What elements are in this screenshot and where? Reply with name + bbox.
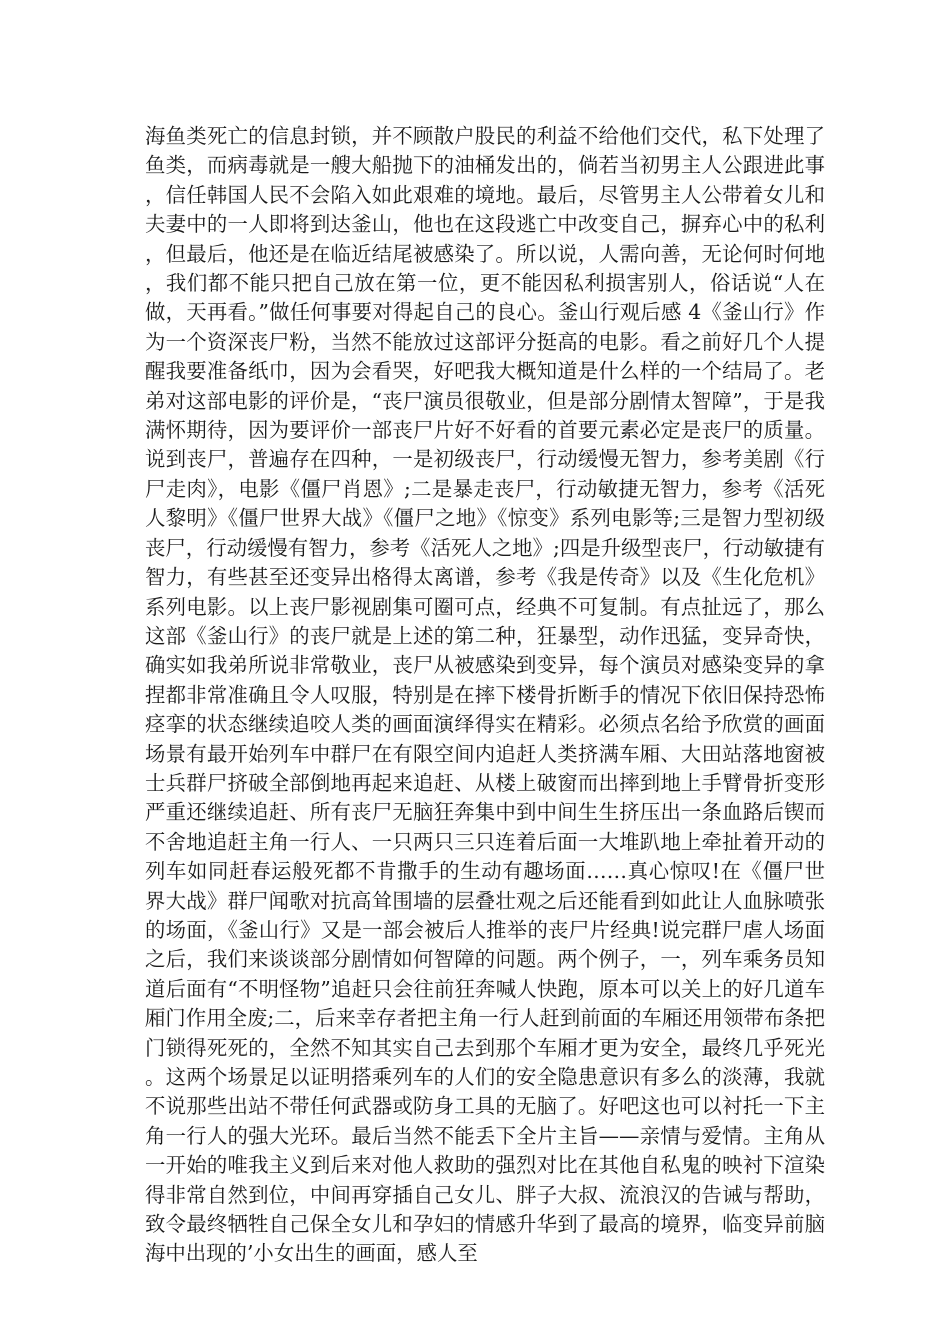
body-text: 海鱼类死亡的信息封锁，并不顾散户股民的利益不给他们交代，私下处理了鱼类，而病毒就是一艘大船抛下的油桶发出的，倘若当初男主人公跟进此事，信任韩国人民不会陷入如此艰难的境地。最后，尽管男主人公带着女儿和夫妻中的一人即将到达釜山，他也在这段逃亡中改变自己，摒弃心中的私利，但最后，他还是在临近结尾被感染了。所以说，人需向善，无论何时何地，我们都不能只把自己放在第一位，更不能因私利损害别人，俗话说“人在做，天再看。”做任何事要对得起自己的良心。釜山行观后感 4《釜山行》作为一个资深丧尸粉，当然不能放过这部评分挺高的电影。看之前好几个人提醒我要准备纸巾，因为会看哭，好吧我大概知道是什么样的一个结局了。老弟对这部电影的评价是，“丧尸演员很敬业，但是部分剧情太智障”，于是我满怀期待，因为要评价一部丧尸片好不好看的首要元素必定是丧尸的质量。说到丧尸，普遍存在四种，一是初级丧尸，行动缓慢无智力，参考美剧《行尸走肉》，电影《僵尸肖恩》;二是暴走丧尸，行动敏捷无智力，参考《活死人黎明》《僵尸世界大战》《僵尸之地》《惊变》系列电影等;三是智力型初级丧尸，行动缓慢有智力，参考《活死人之地》;四是升级型丧尸，行动敏捷有智力，有些甚至还变异出格得太离谱，参考《我是传奇》以及《生化危机》系列电影。以上丧尸影视剧集可圈可点，经典不可复制。有点扯远了，那么这部《釜山行》的丧尸就是上述的第二种，狂暴型，动作迅猛，变异奇快，确实如我弟所说非常敬业，丧尸从被感染到变异，每个演员对感染变异的拿捏都非常准确且令人叹服，特别是在摔下楼骨折断手的情况下依旧保持恐怖痉挛的状态继续追咬人类的画面演绎得实在精彩。必须点名给予欣赏的画面场景有最开始列车中群尸在有限空间内追赶人类挤满车厢、大田站落地窗被士兵群尸挤破全部倒地再起来追赶、从楼上破窗而出摔到地上手臂骨折变形严重还继续追赶、所有丧尸无脑狂奔集中到中间生生挤压出一条血路后锲而不舍地追赶主角一行人、一只两只三只连着后面一大堆趴地上牵扯着开动的列车如同赶春运般死都不肯撒手的生动有趣场面……真心惊叹!在《僵尸世界大战》群尸闻歌对抗高耸围墙的层叠壮观之后还能看到如此让人血脉喷张的场面，《釜山行》又是一部会被后人推举的丧尸片经典!说完群尸虐人场面之后，我们来谈谈部分剧情如何智障的问题。两个例子，一，列车乘务员知道后面有“不明怪物”追赶只会往前狂奔喊人快跑，原本可以关上的好几道车厢门作用全废;二，后来幸存者把主角一行人赶到前面的车厢还用领带布条把门锁得死死的，全然不知其实自己去到那个车厢才更为安全，最终几乎死光。这两个场景足以证明搭乘列车的人们的安全隐患意识有多么的淡薄，我就不说那些出站不带任何武器或防身工具的无脑了。好吧这也可以衬托一下主角一行人的强大光环。最后当然不能丢下全片主旨——亲情与爱情。主角从一开始的唯我主义到后来对他人救助的强烈对比在其他自私鬼的映衬下渲染得非常自然到位，中间再穿插自己女儿、胖子大叔、流浪汉的告诫与帮助，致令最终牺牲自己保全女儿和孕妇的情感升华到了最高的境界，临变异前脑海中出现的’小女出生的画面，感人至 bbox=[145, 124, 825, 1266]
